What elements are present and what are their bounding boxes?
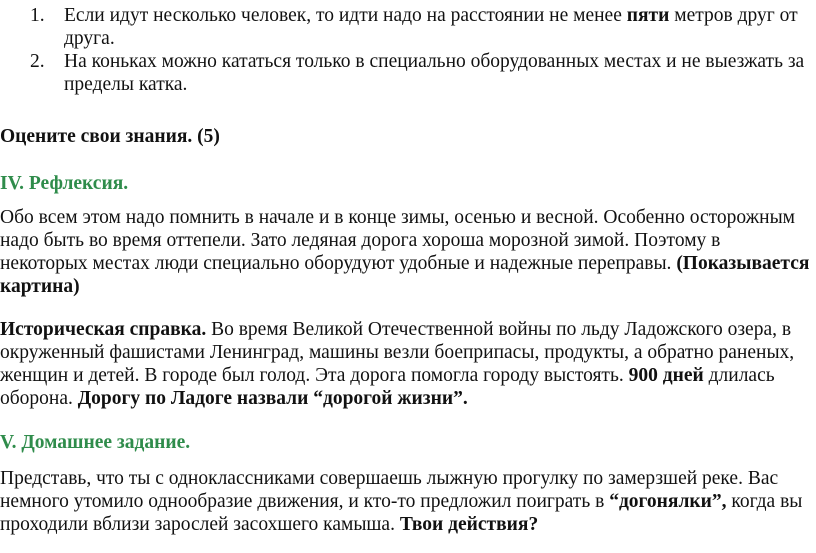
paragraph-text: Представь, что ты с одноклассниками совершаешь лыжную прогулку по замерзшей реке. Вас немного утомило однообразие движения, и кто-то предложил поиграть в xyxy=(0,468,779,512)
paragraph-emphasis: “догонялки”, xyxy=(609,491,727,512)
paragraph-text: когда вы проходили вблизи зарослей засохшего камыша. xyxy=(0,491,803,535)
paragraph-text: Обо всем этом надо помнить в начале и в конце зимы, осенью и весной. Особенно осторожным надо быть во время оттепели. Зато ледяная дорога хороша морозной зимой. Поэтому в некоторых местах люди специально оборудуют удобные и надежные переправы. xyxy=(0,207,796,274)
list-item-number: 1. xyxy=(30,5,45,26)
list-item-emphasis: пяти xyxy=(626,5,670,26)
list-item-number: 2. xyxy=(30,51,45,72)
homework-heading: V. Домашнее задание. xyxy=(0,432,191,453)
list-item-text-part: Если идут несколько человек, то идти надо на расстоянии не менее xyxy=(64,5,627,26)
assess-heading: Оцените свои знания. (5) xyxy=(0,126,220,147)
homework-paragraph xyxy=(0,467,812,536)
history-label: Историческая справка. xyxy=(0,319,207,340)
paragraph-text: Во время Великой Отечественной войны по льду Ладожского озера, в окруженный фашистами Ленинград, машины везли боеприпасы, продукты, а обратно раненых, женщин и детей. В городе был голод. Эта дорога помогла городу выстоять. xyxy=(0,319,795,386)
paragraph-emphasis: Дорогу по Ладоге назвали “дорогой жизни”. xyxy=(77,388,468,409)
paragraph-text: длилась оборона. xyxy=(0,365,775,409)
paragraph-emphasis: 900 дней xyxy=(628,365,704,386)
paragraph-emphasis: (Показывается картина) xyxy=(0,253,810,297)
paragraph-emphasis: Твои действия? xyxy=(399,514,539,535)
list-item-text: На коньках можно кататься только в специально оборудованных местах и не выезжать за пределы катка. xyxy=(64,51,805,95)
list-item-text xyxy=(64,4,809,50)
reflection-heading: IV. Рефлексия. xyxy=(0,173,129,194)
history-paragraph xyxy=(0,318,812,410)
list-item-text-part: метров друг от друга. xyxy=(64,5,798,49)
reflection-paragraph xyxy=(0,206,812,298)
